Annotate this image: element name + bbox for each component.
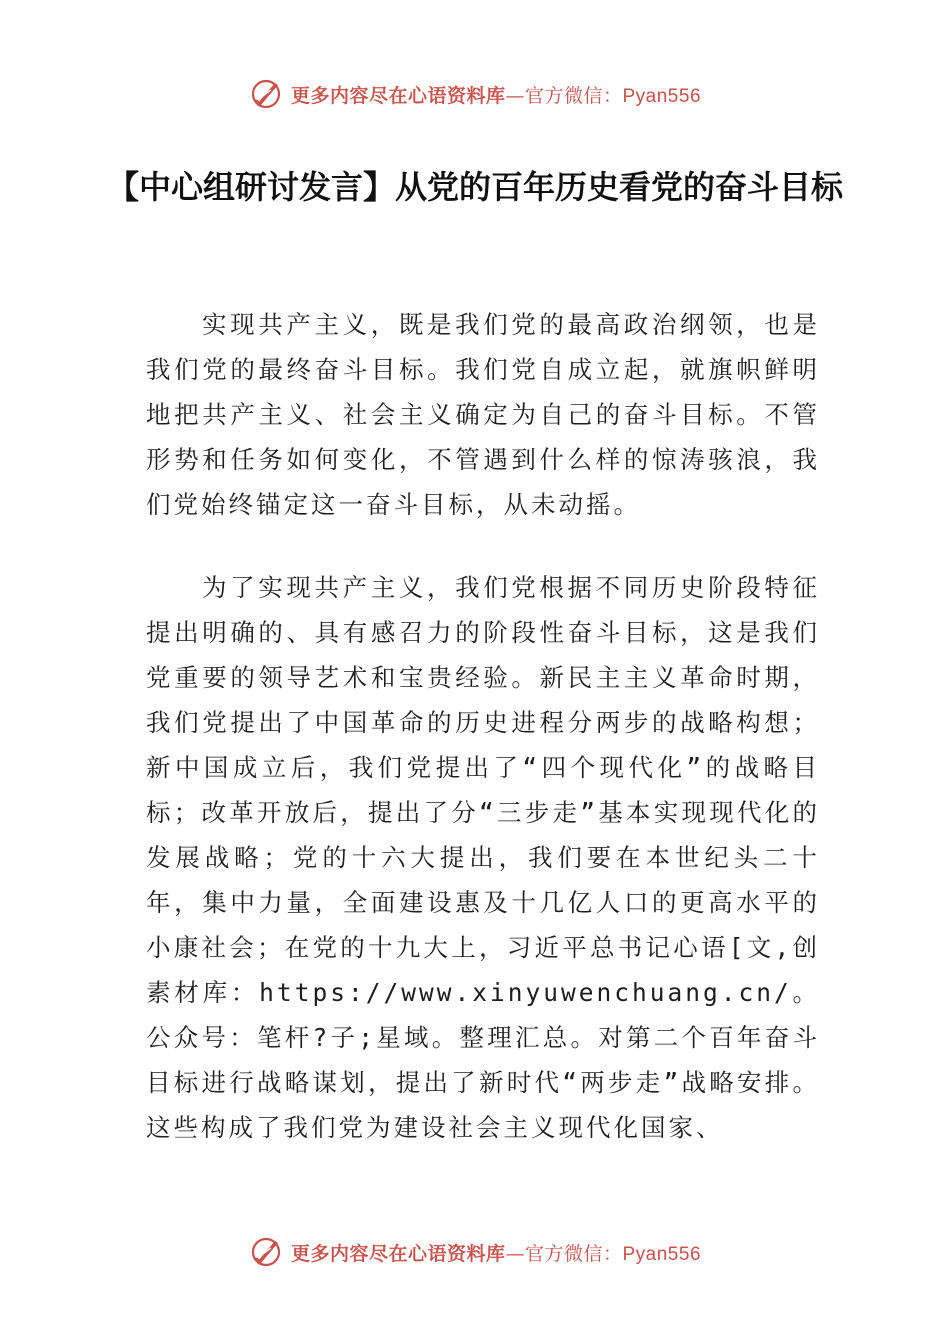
paragraph-1: 实现共产主义，既是我们党的最高政治纲领，也是我们党的最终奋斗目标。我们党自成立起，就旗帜鲜明地把共产主义、社会主义确定为自己的奋斗目标。不管形势和任务如何变化，不管遇到什么样的惊涛骇浪，我们党始终锚定这一奋斗目标，从未动摇。 bbox=[146, 310, 820, 519]
document-title: 【中心组研讨发言】从党的百年历史看党的奋斗目标 bbox=[106, 168, 843, 206]
banner-wechat-id: Pyan556 bbox=[622, 85, 702, 107]
header-banner bbox=[0, 72, 950, 116]
banner-separator: — bbox=[505, 1242, 525, 1265]
banner-wechat-id: Pyan556 bbox=[622, 1243, 702, 1265]
paragraph-2: 为了实现共产主义，我们党根据不同历史阶段特征提出明确的、具有感召力的阶段性奋斗目标，这是我们党重要的领导艺术和宝贵经验。新民主主义革命时期，我们党提出了中国革命的历史进程分两步的战略构想；新中国成立后，我们党提出了“四个现代化”的战略目标；改革开放后，提出了分“三步走”基本实现现代化的发展战略；党的十六大提出，我们要在本世纪头二十年，集中力量，全面建设惠及十几亿人口的更高水平的小康社会；在党的十九大上，习近平总书记心语[文,创素材库：https://www.xinyuwenchuang.cn/。公众号：笔杆?子;星域。整理汇总。对第二个百年奋斗目标进行战略谋划，提出了新时代“两步走”战略安排。这些构成了我们党为建设社会主义现代化国家、 bbox=[146, 573, 820, 1142]
banner-main-text: 更多内容尽在心语资料库 bbox=[290, 84, 506, 107]
quill-circle-logo-icon bbox=[249, 1235, 283, 1269]
quill-circle-logo-icon bbox=[249, 77, 283, 111]
banner-text bbox=[291, 1239, 701, 1266]
banner-text bbox=[291, 81, 701, 108]
banner-main-text: 更多内容尽在心语资料库 bbox=[290, 1242, 506, 1265]
banner-separator: — bbox=[505, 84, 525, 107]
footer-banner bbox=[0, 1230, 950, 1274]
banner-wechat-label: 官方微信： bbox=[524, 1242, 623, 1265]
banner-wechat-label: 官方微信： bbox=[524, 84, 623, 107]
